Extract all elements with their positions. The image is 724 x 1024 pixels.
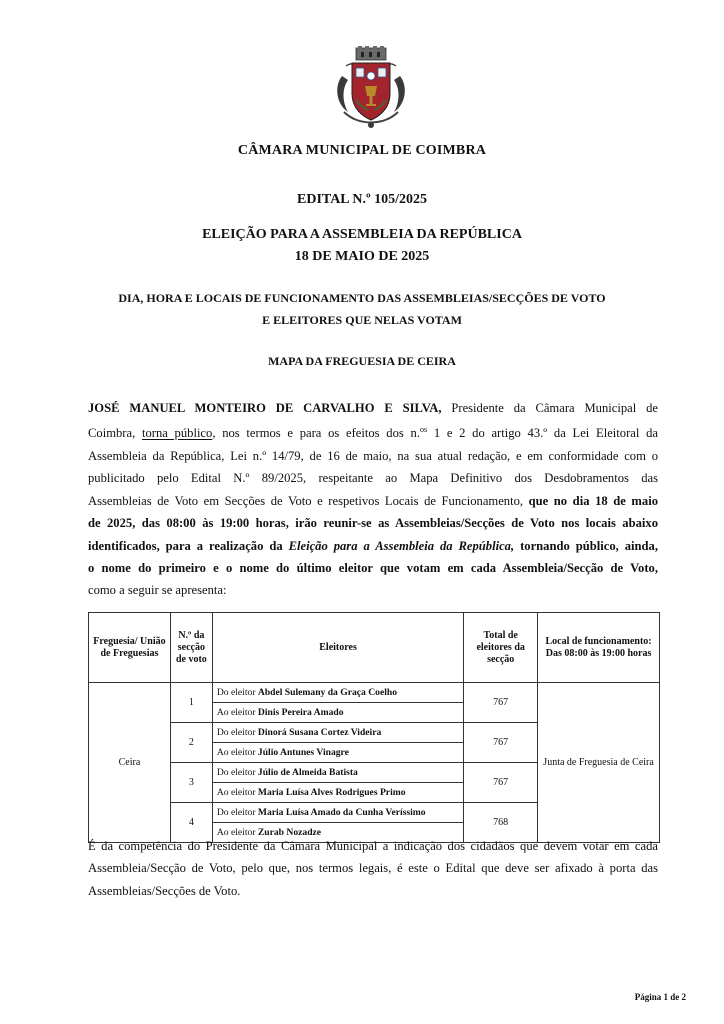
header-seccao: N.º da secção de voto	[170, 613, 212, 683]
header-freguesia: Freguesia/ União de Freguesias	[89, 613, 171, 683]
first-voter: Do eleitor Júlio de Almeida Batista	[212, 763, 463, 783]
voting-sections-table	[88, 612, 660, 843]
intro-line: de 2025, das 08:00 às 19:00 horas, irão reunir-se as Assembleias/Secções de Voto nos locais abaixo	[88, 516, 658, 531]
election-title: ELEIÇÃO PARA A ASSEMBLEIA DA REPÚBLICA	[202, 227, 522, 242]
header-local: Local de funcionamento: Das 08:00 às 19:00 horas	[538, 613, 660, 683]
intro-line: Assembleia da República, Lei n.º 14/79, de 16 de maio, na sua atual redação, e em conformidade com o	[88, 449, 658, 463]
intro-paragraph	[88, 397, 658, 602]
section-number: 4	[170, 803, 212, 843]
intro-line: Coimbra, torna público, nos termos e para os efeitos dos n.$^{os}$ 1 e 2 do artigo 43.º da Lei Eleitoral da	[88, 425, 658, 441]
section-number: 2	[170, 723, 212, 763]
map-title: MAPA DA FREGUESIA DE CEIRA	[268, 354, 456, 368]
intro-line: Assembleias de Voto em Secções de Voto e respetivos Locais de Funcionamento, que no dia 18 de maio	[88, 493, 658, 508]
header-total: Total de eleitores da secção	[464, 613, 538, 683]
coimbra-coat-of-arms-icon	[332, 46, 410, 130]
last-voter: Ao eleitor Zurab Nozadze	[212, 823, 463, 843]
section-number: 1	[170, 683, 212, 723]
edital-number: EDITAL N.º 105/2025	[297, 192, 427, 207]
subtitle-line-2: E ELEITORES QUE NELAS VOTAM	[262, 313, 462, 327]
section-total: 768	[464, 803, 538, 843]
intro-line: o nome do primeiro e o nome do último eleitor que votam em cada Assembleia/Secção de Voto,	[88, 561, 658, 576]
closing-line: Assembleias/Secções de Voto.	[88, 883, 241, 898]
table-row	[89, 683, 660, 703]
first-voter: Do eleitor Abdel Sulemany da Graça Coelho	[212, 683, 463, 703]
freguesia-cell: Ceira	[89, 683, 171, 843]
last-voter: Ao eleitor Júlio Antunes Vinagre	[212, 743, 463, 763]
header-eleitores: Eleitores	[212, 613, 463, 683]
closing-line: É da competência do Presidente da Câmara Municipal a indicação dos cidadãos que devem votar em cada	[88, 839, 658, 853]
closing-line: Assembleia/Secção de Voto, pelo que, nos termos legais, é este o Edital que deve ser afixado à porta das	[88, 861, 658, 876]
section-total: 767	[464, 763, 538, 803]
table-header-row	[89, 613, 660, 683]
local-cell: Junta de Freguesia de Ceira	[538, 683, 660, 843]
council-name: CÂMARA MUNICIPAL DE COIMBRA	[237, 143, 487, 158]
last-voter: Ao eleitor Maria Luísa Alves Rodrigues Primo	[212, 783, 463, 803]
page-number: Página 1 de 2	[634, 992, 686, 1002]
section-number: 3	[170, 763, 212, 803]
section-total: 767	[464, 683, 538, 723]
closing-paragraph	[88, 835, 658, 902]
first-voter: Do eleitor Maria Luísa Amado da Cunha Veríssimo	[212, 803, 463, 823]
intro-line: publicitado pelo Edital N.º 89/2025, respeitante ao Mapa Definitivo dos Desdobramentos das	[88, 471, 658, 486]
last-voter: Ao eleitor Dinis Pereira Amado	[212, 703, 463, 723]
first-voter: Do eleitor Dinorá Susana Cortez Videira	[212, 723, 463, 743]
section-total: 767	[464, 723, 538, 763]
intro-line: JOSÉ MANUEL MONTEIRO DE CARVALHO E SILVA, Presidente da Câmara Municipal de	[88, 401, 658, 415]
intro-line: identificados, para a realização da Eleição para a Assembleia da República, tornando público, ainda,	[88, 538, 658, 553]
election-date: 18 DE MAIO DE 2025	[294, 249, 430, 264]
subtitle-line-1: DIA, HORA E LOCAIS DE FUNCIONAMENTO DAS ASSEMBLEIAS/SECÇÕES DE VOTO	[118, 291, 606, 305]
intro-line: como a seguir se apresenta:	[88, 583, 227, 598]
